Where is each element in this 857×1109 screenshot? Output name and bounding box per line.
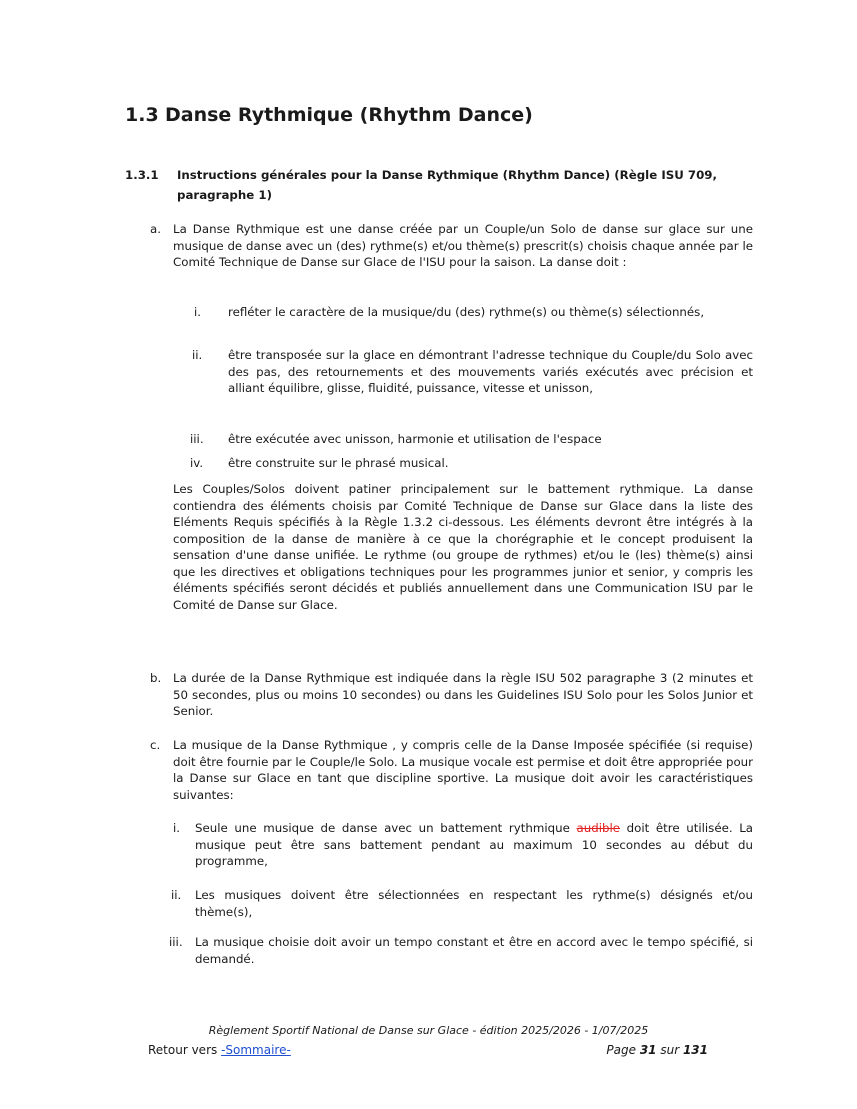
item-c-i-post: doit être utilisée. La musique peut être sans battement pendant au maximum 10 secondes au début du programme, <box>195 821 754 868</box>
item-c-ii-text: Les musiques doivent être sélectionnées en respectant les rythme(s) désignés et/ou thème(s), <box>195 888 753 919</box>
section-title: Danse Rythmique (Rhythm Dance) <box>165 104 533 126</box>
list-marker: a. <box>150 222 161 236</box>
page-number <box>606 1043 708 1057</box>
item-a-paragraph: Les Couples/Solos doivent patiner principalement sur le battement rythmique. La danse contiendra des éléments choisis par Comité Technique de Danse sur Glace dans la liste des Eléments Requis spécifiés à la Règle 1.3.2 ci-dessous. Les éléments devront être intégrés à la composition de la danse de manière à ce que la chorégraphie et le concept produisent la sensation d'une danse unifiée. Le rythme (ou groupe de rythmes) et/ou le (les) thème(s) ainsi que les directives et obligations techniques pour les programmes junior et senior, y compris les éléments spécifiés seront décidés et publiés annuellement dans une Communication ISU par le Comité de Danse sur Glace. <box>173 482 753 612</box>
page-current: 31 <box>639 1043 657 1057</box>
struck-word: audible <box>576 821 620 835</box>
list-marker: iv. <box>190 456 204 470</box>
item-a-i-text: refléter le caractère de la musique/du (des) rythme(s) ou thème(s) sélectionnés, <box>228 305 705 319</box>
list-marker: i. <box>194 305 202 319</box>
section-heading <box>125 104 533 126</box>
footer-title: Règlement Sportif National de Danse sur Glace - édition 2025/2026 - 1/07/2025 <box>208 1024 649 1037</box>
item-c-iii-text: La musique choisie doit avoir un tempo constant et être en accord avec le tempo spécifié, si demandé. <box>195 935 753 966</box>
list-marker: b. <box>150 671 162 685</box>
item-a-iii-text: être exécutée avec unisson, harmonie et utilisation de l'espace <box>228 432 602 446</box>
list-marker: c. <box>150 738 161 752</box>
page-label: Page <box>606 1043 640 1057</box>
back-label: Retour vers <box>148 1043 222 1057</box>
item-c-i-pre: Seule une musique de danse avec un battement rythmique <box>195 821 570 835</box>
subsection-heading <box>125 165 765 205</box>
item-c-text: La musique de la Danse Rythmique , y compris celle de la Danse Imposée spécifiée (si requise) doit être fournie par le Couple/le Solo. La musique vocale est permise et doit être appropriée pour la Danse sur Glace en tant que discipline sportive. La musique doit avoir les caractéristiques suivantes: <box>173 738 754 802</box>
subsection-title: Instructions générales pour la Danse Rythmique (Rhythm Dance) (Règle ISU 709, paragraphe 1) <box>177 168 717 202</box>
list-marker: ii. <box>171 888 182 902</box>
page-sep: sur <box>656 1043 683 1057</box>
item-a-text: La Danse Rythmique est une danse créée par un Couple/un Solo de danse sur glace sur une musique de danse avec un (des) rythme(s) et/ou thème(s) prescrit(s) choisis chaque année par le Comité Technique de Danse sur Glace de l'ISU pour la saison. La danse doit : <box>173 222 753 269</box>
page-total: 131 <box>682 1043 708 1057</box>
footer-nav <box>148 1043 708 1057</box>
list-marker: i. <box>173 821 181 835</box>
section-number: 1.3 <box>125 104 159 126</box>
list-marker: iii. <box>169 935 183 949</box>
sommaire-link[interactable]: -Sommaire- <box>221 1043 291 1057</box>
list-marker: ii. <box>192 348 203 362</box>
item-a-ii-text: être transposée sur la glace en démontrant l'adresse technique du Couple/du Solo avec des pas, des retournements et des mouvements variés exécutés avec précision et alliant équilibre, glisse, fluidité, puissance, vitesse et unisson, <box>228 348 753 395</box>
item-c-i-text <box>195 820 753 870</box>
list-marker: iii. <box>190 432 204 446</box>
item-a-iv-text: être construite sur le phrasé musical. <box>228 456 449 470</box>
item-b-text: La durée de la Danse Rythmique est indiquée dans la règle ISU 502 paragraphe 3 (2 minutes et 50 secondes, plus ou moins 10 secondes) ou dans les Guidelines ISU Solo pour les Solos Junior et Senior. <box>173 671 753 718</box>
subsection-number: 1.3.1 <box>125 168 159 182</box>
